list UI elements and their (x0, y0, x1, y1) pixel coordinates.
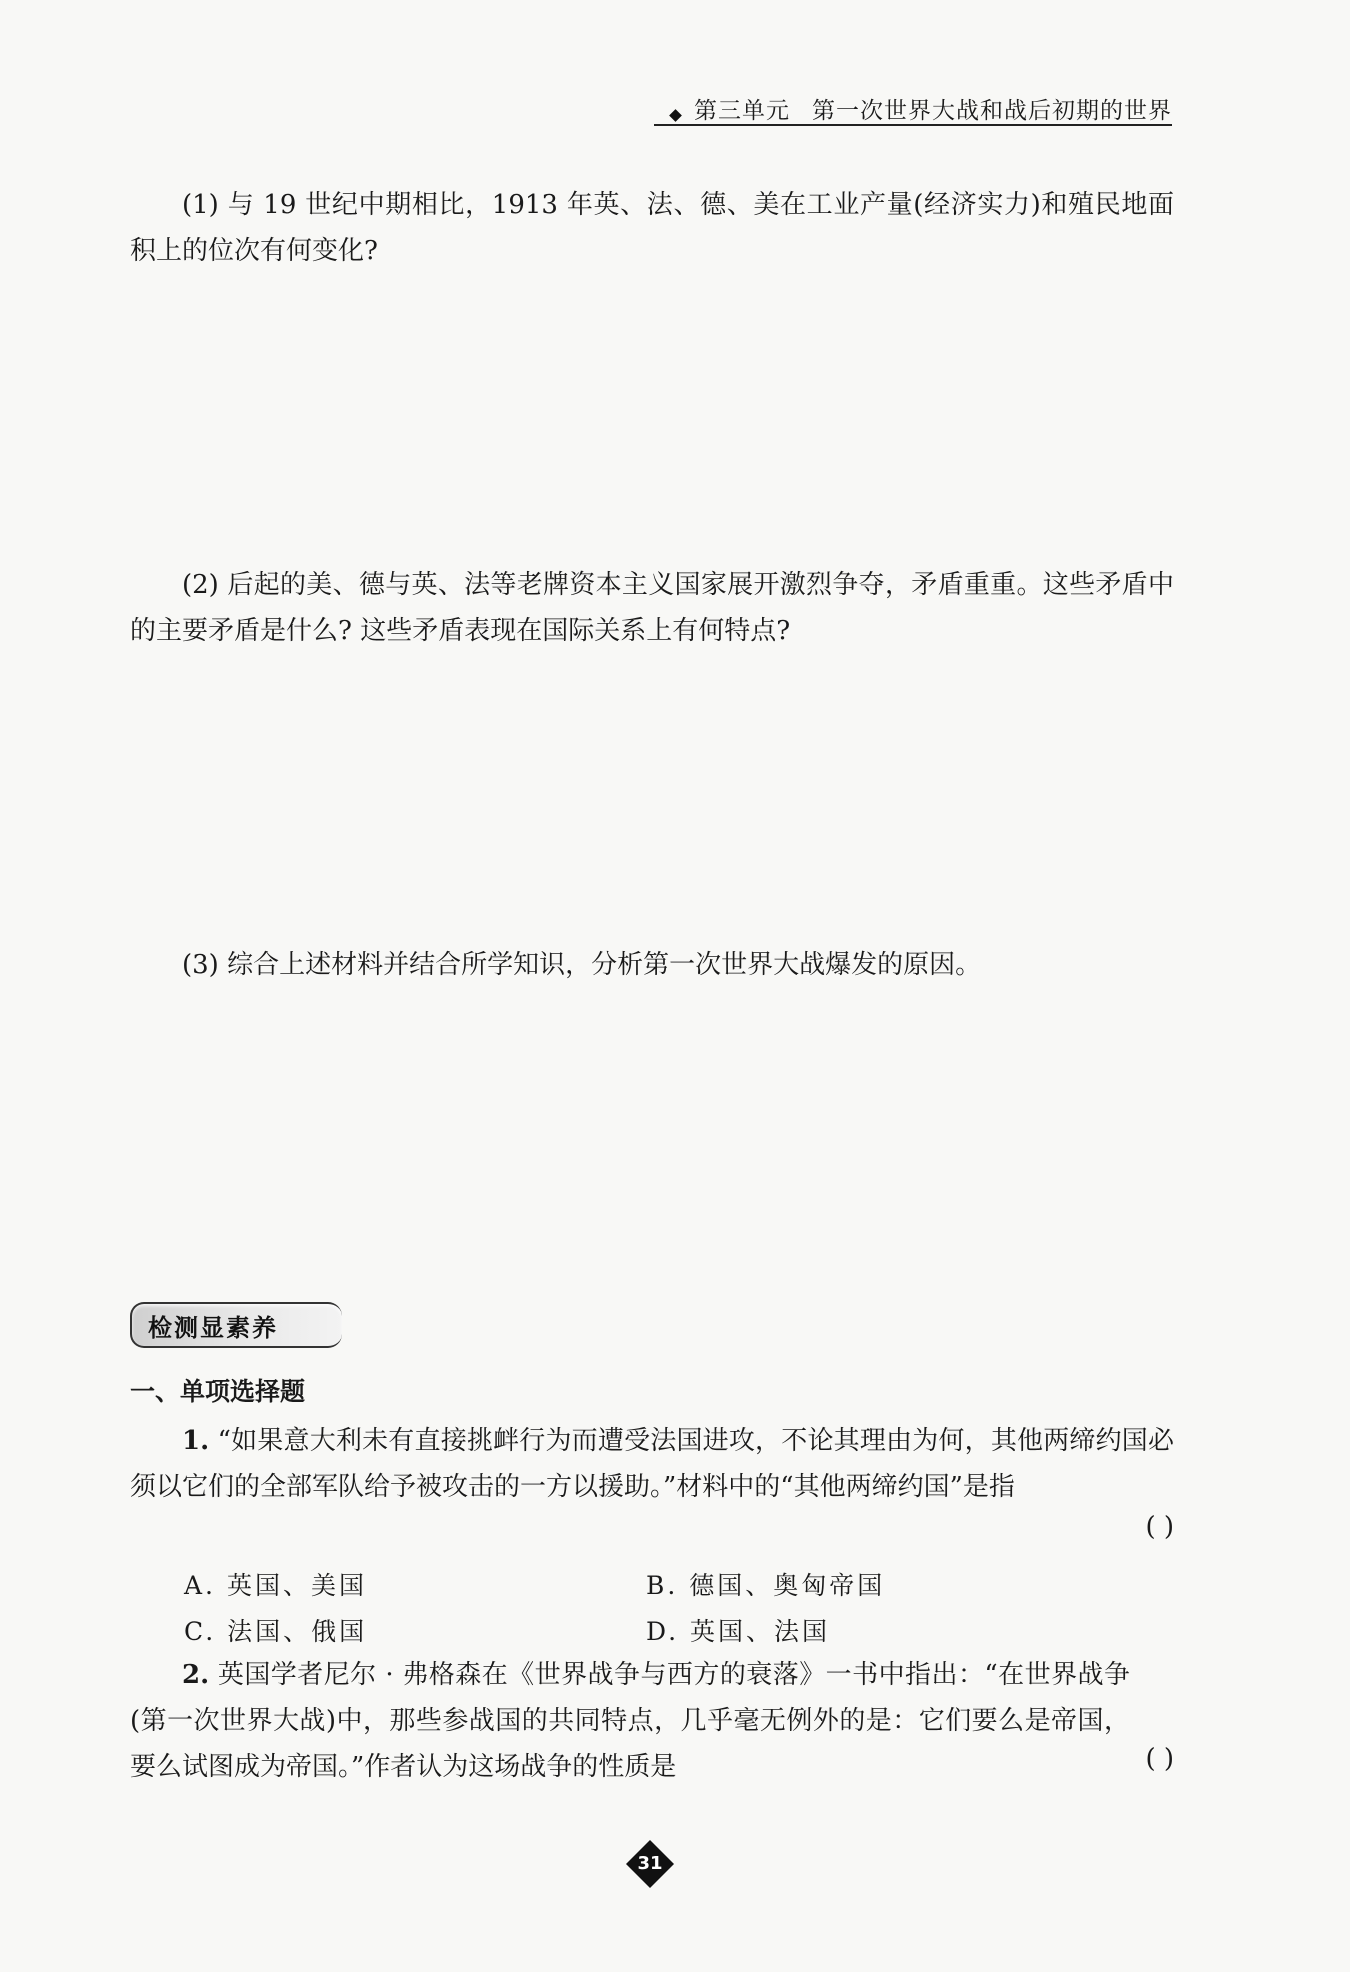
question-stem: 英国学者尼尔 · 弗格森在《世界战争与西方的衰落》一书中指出：“在世界战争(第一次世界大战)中，那些参战国的共同特点，几乎毫无例外的是：它们要么是帝国，要么试图成为帝国。”作者认为这场战争的性质是 (130, 1660, 1131, 1782)
answer-space-2 (130, 670, 1174, 920)
running-header (671, 92, 1172, 125)
header-rule (654, 124, 1172, 126)
mc-question-2 (130, 1652, 1130, 1790)
question-2-text: (2) 后起的美、德与英、法等老牌资本主义国家展开激烈争夺，矛盾重重。这些矛盾中的主要矛盾是什么? 这些矛盾表现在国际关系上有何特点? (130, 570, 1174, 646)
option-d[interactable]: D. 英国、法国 (646, 1617, 831, 1646)
page-number-badge (626, 1840, 674, 1888)
page-number: 31 (637, 1853, 663, 1874)
unit-title: 第一次世界大战和战后初期的世界 (812, 98, 1172, 124)
question-number: 1. (182, 1426, 210, 1456)
unit-label: 第三单元 (694, 98, 790, 124)
question-stem: “如果意大利未有直接挑衅行为而遭受法国进攻，不论其理由为何，其他两缔约国必须以它们的全部军队给予被攻击的一方以援助。”材料中的“其他两缔约国”是指 (130, 1426, 1175, 1502)
answer-space-3 (130, 1010, 1174, 1280)
section-badge-label: 检测显素养 (148, 1313, 278, 1342)
question-3-text: (3) 综合上述材料并结合所学知识，分析第一次世界大战爆发的原因。 (182, 950, 982, 980)
answer-parentheses[interactable]: ( ) (1145, 1744, 1174, 1774)
section-title: 一、单项选择题 (130, 1377, 306, 1406)
option-a[interactable]: A. 英国、美国 (184, 1571, 367, 1600)
answer-space-1 (130, 290, 1174, 540)
question-number: 2. (182, 1660, 210, 1690)
section-badge (130, 1302, 342, 1348)
answer-parentheses[interactable]: ( ) (1145, 1512, 1174, 1542)
option-c[interactable]: C. 法国、俄国 (184, 1617, 368, 1646)
diamond-bullet-icon (669, 109, 682, 122)
option-b[interactable]: B. 德国、奥匈帝国 (646, 1571, 886, 1600)
mc-question-1 (130, 1418, 1174, 1510)
question-1-text: (1) 与 19 世纪中期相比，1913 年英、法、德、美在工业产量(经济实力)和殖民地面积上的位次有何变化? (130, 190, 1174, 266)
